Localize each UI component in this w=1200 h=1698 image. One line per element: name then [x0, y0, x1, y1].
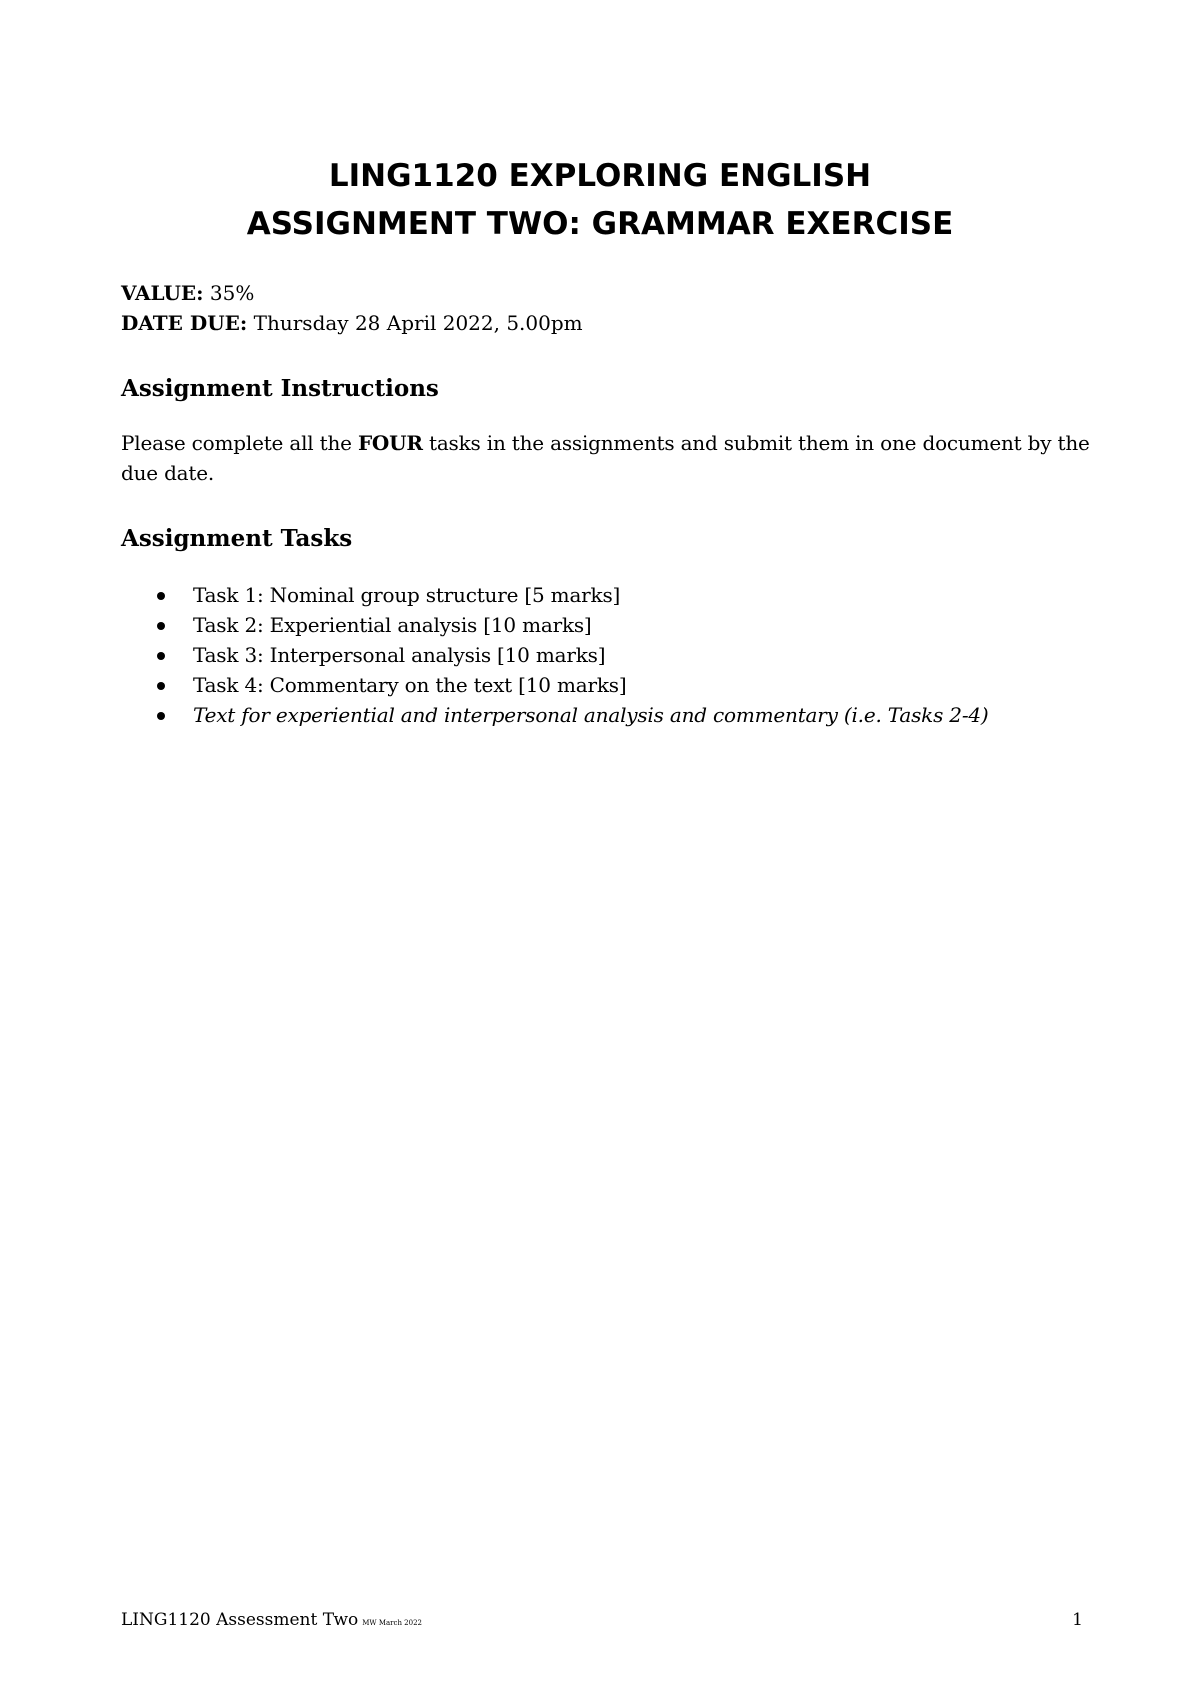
- instructions-text-start: Please complete all the: [121, 431, 358, 455]
- footer-version: MW March 2022: [362, 1619, 422, 1627]
- list-item: [155, 610, 989, 640]
- due-date-row: [121, 308, 583, 338]
- task-text: Task 2: Experiential analysis [10 marks]: [193, 613, 592, 637]
- due-date-label: DATE DUE:: [121, 311, 248, 335]
- instructions-heading: Assignment Instructions: [121, 375, 439, 402]
- list-item: [155, 640, 989, 670]
- value-amount: 35%: [209, 281, 255, 305]
- course-title: LING1120 EXPLORING ENGLISH: [328, 158, 872, 194]
- assignment-title: ASSIGNMENT TWO: GRAMMAR EXERCISE: [246, 206, 954, 242]
- bullet-icon: [157, 592, 165, 600]
- value-row: [121, 278, 583, 308]
- tasks-heading: Assignment Tasks: [121, 525, 353, 552]
- document-title: [0, 152, 1200, 248]
- analysis-text-link: Text for experiential and interpersonal analysis and commentary (i.e. Tasks 2-4): [193, 703, 989, 727]
- task-text: Task 3: Interpersonal analysis [10 marks]: [193, 643, 606, 667]
- task-text: Task 1: Nominal group structure [5 marks]: [193, 583, 621, 607]
- bullet-icon: [157, 682, 165, 690]
- footer-title: [121, 1609, 422, 1634]
- bullet-icon: [157, 652, 165, 660]
- task-text: Task 4: Commentary on the text [10 marks]: [193, 673, 627, 697]
- bullet-icon: [157, 712, 165, 720]
- value-label: VALUE:: [121, 281, 204, 305]
- instructions-emphasis: FOUR: [357, 431, 423, 455]
- assignment-meta: [121, 278, 583, 338]
- instructions-paragraph: [121, 428, 1091, 488]
- bullet-icon: [157, 622, 165, 630]
- task-list: [155, 580, 989, 730]
- due-date-value: Thursday 28 April 2022, 5.00pm: [253, 311, 583, 335]
- instructions-text-end: tasks in the assignments and submit them in one document by the due date.: [121, 431, 1090, 485]
- list-item: [155, 700, 989, 730]
- footer-course-name: LING1120 Assessment Two: [121, 1610, 359, 1630]
- list-item: [155, 670, 989, 700]
- page-number: 1: [1072, 1610, 1083, 1630]
- list-item: [155, 580, 989, 610]
